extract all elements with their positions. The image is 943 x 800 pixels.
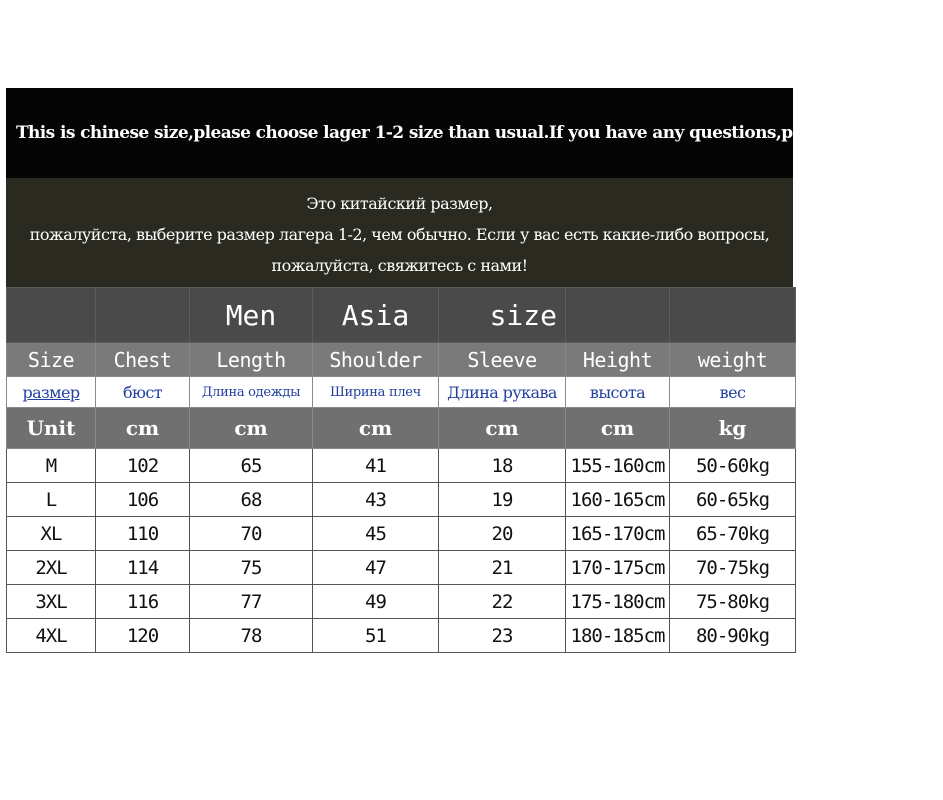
cell-length: 78 [190,619,313,653]
cell-length: 75 [190,551,313,585]
notice-english-text: This is chinese size,please choose lager 1-2 size than usual.If you have any questions,please contact us! [16,123,943,143]
cell-chest: 116 [96,585,190,619]
title-cell-empty [7,288,96,343]
header-row-russian [7,377,796,408]
unit-weight: kg [670,408,796,449]
notice-russian-line: Это китайский размер, [306,194,493,213]
cell-height: 175-180cm [566,585,670,619]
notice-russian [6,178,793,287]
header-ru-size: размер [7,377,96,408]
header-row-english [7,343,796,377]
unit-length: cm [190,408,313,449]
cell-sleeve: 21 [439,551,566,585]
cell-shoulder: 43 [313,483,439,517]
cell-length: 70 [190,517,313,551]
table-row [7,449,796,483]
cell-height: 165-170cm [566,517,670,551]
title-cell-empty [566,288,670,343]
cell-length: 68 [190,483,313,517]
cell-chest: 102 [96,449,190,483]
title-men: Men [190,288,313,343]
unit-shoulder: cm [313,408,439,449]
cell-shoulder: 45 [313,517,439,551]
cell-height: 155-160cm [566,449,670,483]
table-row [7,585,796,619]
cell-height: 170-175cm [566,551,670,585]
cell-length: 77 [190,585,313,619]
header-weight: weight [670,343,796,377]
cell-size: M [7,449,96,483]
cell-weight: 65-70kg [670,517,796,551]
cell-sleeve: 23 [439,619,566,653]
cell-length: 65 [190,449,313,483]
title-asia: Asia [313,288,439,343]
cell-chest: 114 [96,551,190,585]
header-height: Height [566,343,670,377]
cell-size: XL [7,517,96,551]
cell-shoulder: 49 [313,585,439,619]
title-cell-empty [670,288,796,343]
table-row [7,517,796,551]
header-shoulder: Shoulder [313,343,439,377]
unit-label: Unit [7,408,96,449]
unit-height: cm [566,408,670,449]
header-ru-sleeve: Длина рукава [439,377,566,408]
notice-russian-line: пожалуйста, свяжитесь с нами! [271,256,528,275]
header-size: Size [7,343,96,377]
notice-russian-line: пожалуйста, выберите размер лагера 1-2, чем обычно. Если у вас есть какие-либо вопросы, [29,225,770,244]
cell-size: L [7,483,96,517]
cell-sleeve: 20 [439,517,566,551]
notice-english [6,88,943,178]
header-ru-length: Длина одежды [190,377,313,408]
header-ru-weight: вес [670,377,796,408]
table-row [7,483,796,517]
cell-shoulder: 51 [313,619,439,653]
cell-size: 2XL [7,551,96,585]
cell-height: 160-165cm [566,483,670,517]
cell-shoulder: 41 [313,449,439,483]
cell-chest: 110 [96,517,190,551]
cell-chest: 120 [96,619,190,653]
header-length: Length [190,343,313,377]
cell-weight: 80-90kg [670,619,796,653]
unit-chest: cm [96,408,190,449]
cell-size: 3XL [7,585,96,619]
table-row [7,551,796,585]
cell-weight: 50-60kg [670,449,796,483]
cell-size: 4XL [7,619,96,653]
size-chart-table [6,287,796,653]
header-ru-shoulder: Ширина плеч [313,377,439,408]
header-ru-height: высота [566,377,670,408]
cell-sleeve: 18 [439,449,566,483]
table-row [7,619,796,653]
cell-sleeve: 19 [439,483,566,517]
unit-sleeve: cm [439,408,566,449]
cell-weight: 70-75kg [670,551,796,585]
header-chest: Chest [96,343,190,377]
cell-weight: 75-80kg [670,585,796,619]
cell-sleeve: 22 [439,585,566,619]
title-row [7,288,796,343]
title-cell-empty [96,288,190,343]
unit-row [7,408,796,449]
cell-shoulder: 47 [313,551,439,585]
header-sleeve: Sleeve [439,343,566,377]
header-ru-chest: бюст [96,377,190,408]
cell-chest: 106 [96,483,190,517]
cell-height: 180-185cm [566,619,670,653]
cell-weight: 60-65kg [670,483,796,517]
title-size: size [439,288,566,343]
